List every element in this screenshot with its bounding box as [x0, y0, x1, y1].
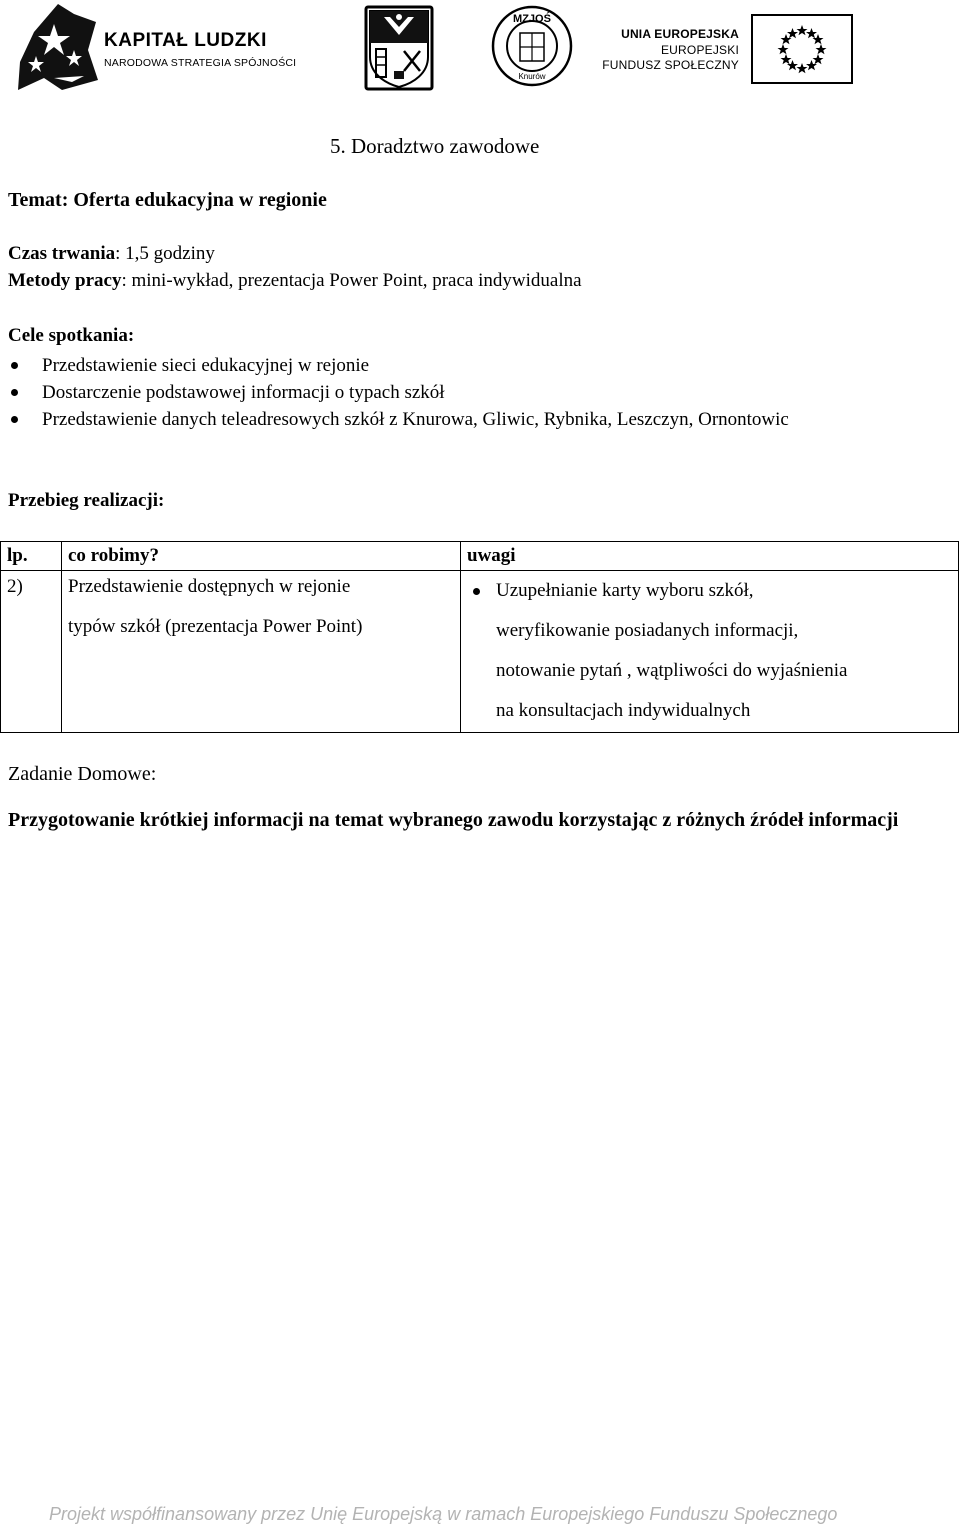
- table-row: [1, 571, 959, 733]
- header-what: co robimy?: [62, 542, 461, 571]
- mzjos-letters: MZJOŚ: [513, 13, 551, 25]
- methods-label: Metody pracy: [8, 270, 122, 291]
- ue-title: UNIA EUROPEJSKA: [621, 27, 739, 41]
- header-lp: lp.: [1, 542, 62, 571]
- row-what: [62, 571, 461, 733]
- row-lp-text: 2): [7, 576, 23, 597]
- notes-line4: na konsultacjach indywidualnych: [496, 700, 751, 721]
- topic: Temat: Oferta edukacyjna w regionie: [8, 189, 327, 211]
- notes-line1: Uzupełnianie karty wyboru szkół,: [496, 580, 754, 601]
- logo-band: [0, 0, 960, 100]
- duration-line: [8, 243, 215, 265]
- methods-value: : mini-wykład, prezentacja Power Point, praca indywidualna: [121, 270, 582, 291]
- list-item: Przedstawienie danych teleadresowych szkół z Knurowa, Gliwic, Rybnika, Leszczyn, Ornontowic: [8, 406, 862, 433]
- list-item: Dostarczenie podstawowej informacji o typach szkół: [8, 379, 908, 406]
- plan-table: [0, 541, 959, 733]
- table-header-row: [1, 542, 959, 571]
- homework-text: Przygotowanie krótkiej informacji na temat wybranego zawodu korzystając z różnych źródeł informacji: [8, 809, 899, 831]
- eu-flag-icon: [751, 14, 853, 84]
- row-what-line2: typów szkół (prezentacja Power Point): [68, 616, 363, 637]
- mzjos-logo: [491, 5, 573, 87]
- row-lp: [1, 571, 62, 733]
- goals-list: [8, 352, 908, 433]
- section-heading: 5. Doradztwo zawodowe: [330, 134, 540, 158]
- ue-fund-line2: FUNDUSZ SPOŁECZNY: [602, 58, 739, 72]
- row-what-line1: Przedstawienie dostępnych w rejonie: [68, 576, 351, 597]
- duration-label: Czas trwania: [8, 243, 116, 264]
- list-item: Przedstawienie sieci edukacyjnej w rejonie: [8, 352, 908, 379]
- process-label: Przebieg realizacji:: [8, 490, 165, 511]
- duration-value: : 1,5 godziny: [115, 243, 215, 264]
- goals-label: Cele spotkania:: [8, 325, 135, 346]
- header-notes: uwagi: [461, 542, 959, 571]
- notes-line2: weryfikowanie posiadanych informacji,: [496, 620, 799, 641]
- kapital-ludzki-subtitle: NARODOWA STRATEGIA SPÓJNOŚCI: [104, 57, 297, 69]
- notes-bullet: [467, 571, 952, 731]
- coat-of-arms-logo: [364, 5, 434, 91]
- mzjos-city: Knurów: [518, 72, 546, 81]
- methods-line: [8, 270, 582, 292]
- row-notes: [461, 571, 959, 733]
- kapital-ludzki-logo: [14, 2, 100, 92]
- homework-label: Zadanie Domowe:: [8, 763, 157, 785]
- notes-line3: notowanie pytań , wątpliwości do wyjaśnienia: [496, 660, 848, 681]
- footer-text: Projekt współfinansowany przez Unię Europejską w ramach Europejskiego Funduszu Społecznego: [49, 1504, 838, 1524]
- ue-fund-line1: EUROPEJSKI: [660, 43, 739, 57]
- bullet-icon: [473, 588, 480, 595]
- kapital-ludzki-title: KAPITAŁ LUDZKI: [104, 30, 267, 51]
